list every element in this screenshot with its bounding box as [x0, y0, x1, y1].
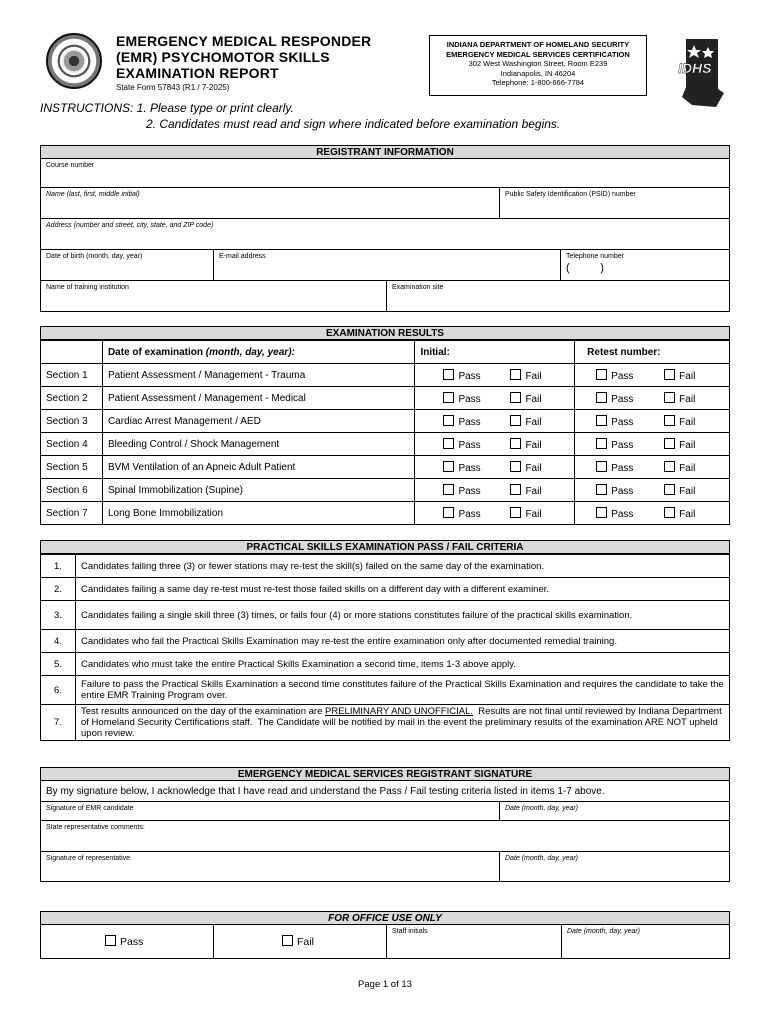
title-line-3: EXAMINATION REPORT — [116, 65, 279, 81]
state-form-number: State Form 57843 (R1 / 7-2025) — [116, 83, 230, 92]
retest-result — [575, 479, 730, 502]
section-skill: BVM Ventilation of an Apneic Adult Patient — [102, 456, 414, 479]
retest-fail-checkbox[interactable]: Fail — [664, 507, 695, 520]
exam-section-row — [41, 410, 730, 433]
instructions — [40, 100, 560, 132]
initial-result — [415, 364, 575, 387]
psid-field[interactable] — [499, 188, 729, 218]
checkbox-icon — [510, 507, 521, 518]
staff-initials-label: Staff initials — [392, 928, 428, 935]
checkbox-icon — [443, 461, 454, 472]
rep-comments-field[interactable] — [40, 821, 730, 852]
checkbox-icon — [105, 935, 116, 946]
checkbox-icon — [443, 507, 454, 518]
initial-result — [415, 410, 575, 433]
checkbox-icon — [596, 507, 607, 518]
retest-fail-checkbox[interactable]: Fail — [664, 369, 695, 382]
agency-line-4: Indianapolis, IN 46204 — [500, 68, 576, 78]
retest-fail-checkbox[interactable]: Fail — [664, 461, 695, 474]
initial-fail-checkbox[interactable]: Fail — [510, 461, 541, 474]
instruction-2: 2. Candidates must read and sign where indicated before examination begins. — [146, 117, 561, 131]
criteria-number: 4. — [41, 630, 76, 653]
page-number: Page 1 of 13 — [358, 979, 412, 990]
rep-date-field[interactable] — [499, 852, 729, 881]
exam-results-section — [40, 326, 730, 525]
criteria-heading: PRACTICAL SKILLS EXAMINATION PASS / FAIL CRITERIA — [40, 540, 730, 554]
title-line-1: EMERGENCY MEDICAL RESPONDER — [116, 33, 372, 49]
criteria-text: Candidates failing a same day re-test must re-test those failed skills on a different day with a different examiner. — [76, 578, 730, 601]
checkbox-icon — [510, 484, 521, 495]
instruction-1: INSTRUCTIONS: 1. Please type or print clearly. — [40, 101, 294, 115]
checkbox-icon — [664, 507, 675, 518]
retest-result — [575, 387, 730, 410]
idhs-logo — [672, 37, 730, 109]
retest-pass-checkbox[interactable]: Pass — [596, 484, 633, 497]
rep-sig-row — [40, 852, 730, 882]
initial-result — [415, 479, 575, 502]
exam-date-label: Date of examination — [107, 346, 203, 358]
checkbox-icon — [596, 438, 607, 449]
checkbox-icon — [596, 415, 607, 426]
criteria-text: Test results announced on the day of the examination are PRELIMINARY AND UNOFFICIAL. Results are not final until reviewed by Indiana Department of Homeland Security Certifications staff. The Candidate will be notified by mail in the event the preliminary results of the examination ARE NOT upheld upon review. — [76, 705, 730, 741]
candidate-date-field[interactable] — [499, 801, 729, 821]
checkbox-icon — [443, 415, 454, 426]
initial-pass-checkbox[interactable]: Pass — [443, 369, 480, 382]
section-number: Section 5 — [41, 456, 103, 479]
checkbox-icon — [443, 369, 454, 380]
office-pass-cell — [41, 925, 213, 958]
section-number: Section 6 — [41, 479, 103, 502]
exam-section-row — [41, 456, 730, 479]
address-label: Address (number and street, city, state, and ZIP code) — [46, 222, 214, 229]
checkbox-icon — [443, 392, 454, 403]
training-institution-field[interactable] — [41, 281, 386, 311]
exam-section-row — [41, 387, 730, 410]
office-fail-option[interactable]: Fail — [282, 935, 314, 948]
acknowledge-text: By my signature below, I acknowledge that I have read and understand the Pass / Fail testing criteria listed in items 1-7 above. — [46, 786, 605, 797]
retest-pass-checkbox[interactable]: Pass — [596, 507, 633, 520]
section-number: Section 1 — [41, 364, 103, 387]
checkbox-icon — [510, 369, 521, 380]
criteria-table — [40, 554, 730, 741]
agency-line-3: 302 West Washington Street, Room E239 — [468, 59, 608, 68]
criteria-text: Failure to pass the Practical Skills Examination a second time constitutes failure of the Practical Skills Examination and requires the candidate to take the entire EMR Training Program over. — [76, 676, 730, 705]
checkbox-icon — [510, 392, 521, 403]
criteria-number: 5. — [41, 653, 76, 676]
retest-pass-checkbox[interactable]: Pass — [596, 461, 633, 474]
criteria-row-7 — [41, 705, 730, 741]
checkbox-icon — [664, 461, 675, 472]
retest-fail-checkbox[interactable]: Fail — [664, 484, 695, 497]
email-label: E-mail address — [219, 253, 266, 260]
checkbox-icon — [664, 392, 675, 403]
checkbox-icon — [596, 369, 607, 380]
section-number: Section 3 — [41, 410, 103, 433]
exam-heading: EXAMINATION RESULTS — [40, 326, 730, 340]
office-heading: FOR OFFICE USE ONLY — [40, 911, 730, 925]
institution-row — [40, 281, 730, 312]
checkbox-icon — [664, 415, 675, 426]
exam-section-row — [41, 364, 730, 387]
initial-pass-checkbox[interactable]: Pass — [443, 507, 480, 520]
criteria-number: 6. — [41, 676, 76, 705]
initial-fail-checkbox[interactable]: Fail — [510, 369, 541, 382]
initial-fail-checkbox[interactable]: Fail — [510, 438, 541, 451]
criteria-text: Candidates failing a single skill three (3) times, or fails four (4) or more stations constitutes failure of the practical skills examination. — [76, 601, 730, 630]
criteria-row — [41, 653, 730, 676]
candidate-date-label: Date (month, day, year) — [505, 805, 579, 812]
office-pass-option[interactable]: Pass — [105, 935, 143, 948]
initial-fail-checkbox[interactable]: Fail — [510, 484, 541, 497]
telephone-field[interactable] — [560, 250, 729, 280]
rep-signature-label: Signature of representative — [46, 855, 131, 862]
initial-result — [415, 502, 575, 525]
signature-section — [40, 767, 730, 882]
candidate-signature-label: Signature of EMR candidate — [46, 805, 134, 812]
retest-result — [575, 502, 730, 525]
office-fail-cell — [213, 925, 387, 958]
registrant-section — [40, 145, 730, 312]
criteria-number: 7. — [41, 705, 76, 741]
agency-address-box — [429, 35, 647, 96]
criteria-section — [40, 540, 730, 741]
checkbox-icon — [664, 438, 675, 449]
criteria-number: 3. — [41, 601, 76, 630]
criteria-row — [41, 555, 730, 578]
section-skill: Bleeding Control / Shock Management — [102, 433, 414, 456]
initial-pass-checkbox[interactable]: Pass — [443, 484, 480, 497]
registrant-heading: REGISTRANT INFORMATION — [40, 145, 730, 159]
checkbox-icon — [596, 461, 607, 472]
retest-result — [575, 364, 730, 387]
section-number: Section 7 — [41, 502, 103, 525]
dob-row — [40, 250, 730, 281]
section-skill: Long Bone Immobilization — [102, 502, 414, 525]
name-field[interactable] — [41, 188, 499, 218]
criteria-text: Candidates who fail the Practical Skills Examination may re-test the entire examination only after documented remedial training. — [76, 630, 730, 653]
office-row — [40, 925, 730, 959]
office-date-field[interactable] — [561, 925, 729, 958]
checkbox-icon — [443, 438, 454, 449]
section-skill: Patient Assessment / Management - Medical — [102, 387, 414, 410]
retest-fail-checkbox[interactable]: Fail — [664, 415, 695, 428]
checkbox-icon — [510, 438, 521, 449]
exam-date-row — [41, 341, 730, 364]
checkbox-icon — [664, 484, 675, 495]
initial-result — [415, 433, 575, 456]
exam-date-field[interactable] — [102, 341, 414, 364]
initial-result — [415, 387, 575, 410]
section-skill: Spinal Immobilization (Supine) — [102, 479, 414, 502]
rep-date-label: Date (month, day, year) — [505, 855, 579, 862]
checkbox-icon — [510, 461, 521, 472]
agency-line-2: EMERGENCY MEDICAL SERVICES CERTIFICATION — [446, 49, 630, 59]
title-line-2: (EMR) PSYCHOMOTOR SKILLS — [116, 49, 330, 65]
phone-area-code: ( ) — [566, 262, 604, 274]
criteria-number: 2. — [41, 578, 76, 601]
initial-pass-checkbox[interactable]: Pass — [443, 461, 480, 474]
exam-table — [40, 340, 730, 525]
initial-fail-checkbox[interactable]: Fail — [510, 415, 541, 428]
retest-fail-checkbox[interactable]: Fail — [664, 392, 695, 405]
checkbox-icon — [282, 935, 293, 946]
rep-signature-field[interactable] — [41, 852, 499, 881]
criteria-row — [41, 601, 730, 630]
section-number: Section 4 — [41, 433, 103, 456]
office-date-label: Date (month, day, year) — [567, 928, 641, 935]
name-label: Name (last, first, middle initial) — [46, 191, 140, 198]
retest-pass-checkbox[interactable]: Pass — [596, 392, 633, 405]
initial-result — [415, 456, 575, 479]
retest-label: Retest number: — [587, 346, 661, 358]
training-institution-label: Name of training institution — [46, 284, 129, 291]
course-number-label: Course number — [46, 162, 95, 169]
retest-pass-checkbox[interactable]: Pass — [596, 369, 633, 382]
agency-line-1: INDIANA DEPARTMENT OF HOMELAND SECURITY — [446, 40, 630, 49]
criteria-text: Candidates who must take the entire Practical Skills Examination a second time, items 1-3 above apply. — [76, 653, 730, 676]
initial-pass-checkbox[interactable]: Pass — [443, 438, 480, 451]
section-skill: Cardiac Arrest Management / AED — [102, 410, 414, 433]
email-field[interactable] — [213, 250, 561, 280]
staff-initials-field[interactable] — [386, 925, 562, 958]
retest-fail-checkbox[interactable]: Fail — [664, 438, 695, 451]
exam-section-row — [41, 433, 730, 456]
exam-section-row — [41, 479, 730, 502]
retest-field[interactable] — [575, 341, 730, 364]
candidate-sig-row — [40, 781, 730, 821]
state-seal — [46, 33, 102, 89]
retest-result — [575, 410, 730, 433]
section-skill: Patient Assessment / Management - Trauma — [102, 364, 414, 387]
exam-site-field[interactable] — [386, 281, 729, 311]
rep-comments-label: State representative comments: — [46, 824, 145, 831]
retest-pass-checkbox[interactable]: Pass — [596, 415, 633, 428]
idhs-logo-text: IDHS — [678, 60, 712, 76]
initial-fail-checkbox[interactable]: Fail — [510, 392, 541, 405]
name-row — [40, 188, 730, 219]
criteria-row — [41, 676, 730, 705]
criteria-row — [41, 630, 730, 653]
address-field[interactable] — [40, 219, 730, 250]
initial-label: Initial: — [420, 346, 450, 358]
dob-label: Date of birth (month, day, year) — [46, 253, 143, 260]
retest-pass-checkbox[interactable]: Pass — [596, 438, 633, 451]
criteria-number: 1. — [41, 555, 76, 578]
retest-result — [575, 456, 730, 479]
exam-section-row — [41, 502, 730, 525]
office-use-section — [40, 911, 730, 959]
initial-fail-checkbox[interactable]: Fail — [510, 507, 541, 520]
initial-pass-checkbox[interactable]: Pass — [443, 415, 480, 428]
telephone-label: Telephone number — [566, 253, 624, 260]
candidate-signature-field[interactable] — [41, 801, 499, 821]
psid-label: Public Safety Identification (PSID) number — [505, 191, 636, 198]
section-number: Section 2 — [41, 387, 103, 410]
checkbox-icon — [510, 415, 521, 426]
criteria-row — [41, 578, 730, 601]
checkbox-icon — [443, 484, 454, 495]
initial-field[interactable] — [415, 341, 575, 364]
initial-pass-checkbox[interactable]: Pass — [443, 392, 480, 405]
checkbox-icon — [596, 392, 607, 403]
criteria-text: Candidates failing three (3) or fewer stations may re-test the skill(s) failed on the same day of the examination. — [76, 555, 730, 578]
preliminary-notice: PRELIMINARY AND UNOFFICIAL. — [325, 706, 473, 717]
checkbox-icon — [664, 369, 675, 380]
exam-date-hint: (month, day, year): — [205, 346, 295, 358]
exam-site-label: Examination site — [392, 284, 444, 291]
checkbox-icon — [596, 484, 607, 495]
signature-heading: EMERGENCY MEDICAL SERVICES REGISTRANT SIGNATURE — [40, 767, 730, 781]
retest-result — [575, 433, 730, 456]
form-title — [116, 33, 371, 81]
agency-line-5: Telephone: 1-800-666-7784 — [491, 78, 585, 87]
dob-field[interactable] — [41, 250, 213, 280]
course-number-field[interactable] — [40, 159, 730, 188]
